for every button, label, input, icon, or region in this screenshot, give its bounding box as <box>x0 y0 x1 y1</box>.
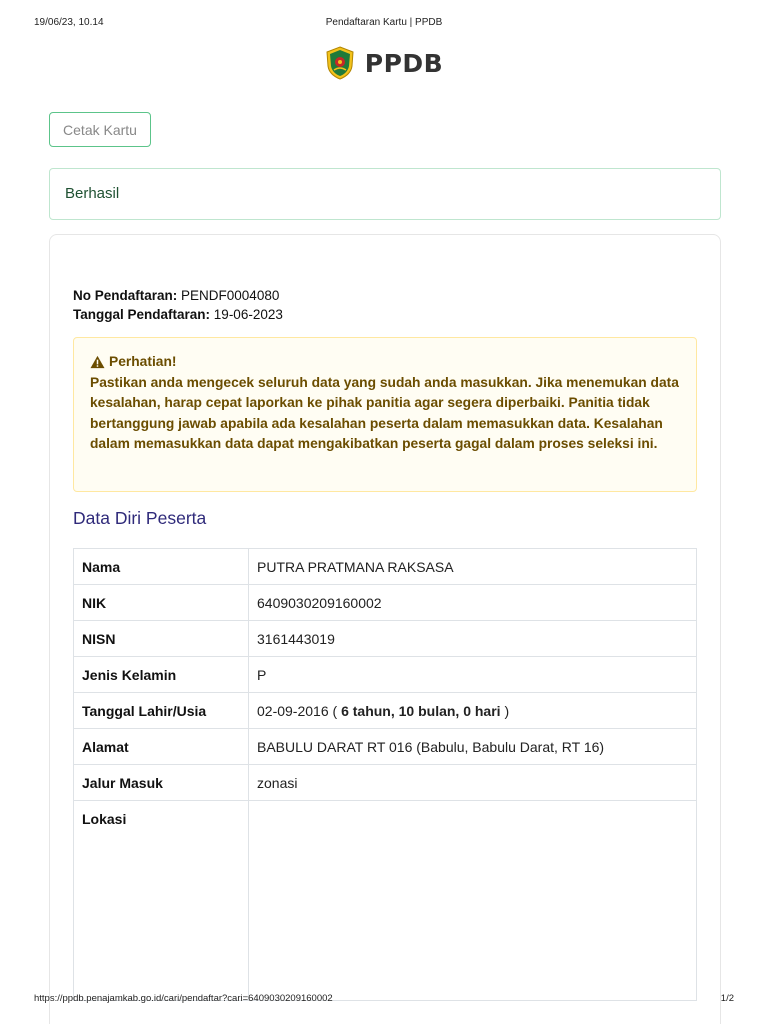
data-diri-table <box>73 548 697 1001</box>
warning-alert <box>73 337 697 492</box>
table-row <box>74 765 697 801</box>
table-row <box>74 585 697 621</box>
nama-label: Nama <box>74 549 249 585</box>
no-pendaftaran-value: PENDF0004080 <box>181 288 280 303</box>
cetak-kartu-button[interactable]: Cetak Kartu <box>49 112 151 147</box>
nik-value: 6409030209160002 <box>249 585 697 621</box>
print-page-number: 1/2 <box>720 993 734 1004</box>
jenis-kelamin-value: P <box>249 657 697 693</box>
tanggal-pendaftaran-row <box>73 305 283 324</box>
table-row <box>74 621 697 657</box>
warning-title: Perhatian! <box>109 354 177 369</box>
tanggal-pendaftaran-value: 19-06-2023 <box>213 307 283 322</box>
table-row <box>74 729 697 765</box>
success-alert: Berhasil <box>49 168 721 220</box>
print-title: Pendaftaran Kartu | PPDB <box>325 17 443 28</box>
warning-heading <box>90 352 680 373</box>
tanggal-lahir-label: Tanggal Lahir/Usia <box>74 693 249 729</box>
no-pendaftaran-row <box>73 286 283 305</box>
section-title: Data Diri Peserta <box>73 508 207 528</box>
lokasi-value <box>249 801 697 1001</box>
jenis-kelamin-label: Jenis Kelamin <box>74 657 249 693</box>
tanggal-lahir-value: 02-09-2016 ( 6 tahun, 10 bulan, 0 hari ) <box>249 693 697 729</box>
tanggal-pendaftaran-label: Tanggal Pendaftaran: <box>73 307 211 322</box>
jalur-masuk-label: Jalur Masuk <box>74 765 249 801</box>
usia-value: 6 tahun, 10 bulan, 0 hari <box>341 702 501 719</box>
table-row <box>74 693 697 729</box>
nik-label: NIK <box>74 585 249 621</box>
alamat-label: Alamat <box>74 729 249 765</box>
table-row <box>74 801 697 1001</box>
lokasi-label: Lokasi <box>74 801 249 1001</box>
nisn-label: NISN <box>74 621 249 657</box>
warning-message: Pastikan anda mengecek seluruh data yang sudah anda masukkan. Jika menemukan data kesalahan, harap cepat laporkan ke pihak panitia agar segera diperbaiki. Panitia tidak bertanggung jawab apabila ada kesalahan peserta dalam memasukkan data. Kesalahan dalam memasukkan data dapat mengakibatkan peserta gagal dalam proses seleksi ini. <box>90 374 679 451</box>
brand <box>0 46 768 80</box>
jalur-masuk-value: zonasi <box>249 765 697 801</box>
brand-name: PPDB <box>364 48 444 78</box>
warning-triangle-icon <box>90 355 105 369</box>
table-row <box>74 657 697 693</box>
print-footer <box>0 993 768 1007</box>
table-row <box>74 549 697 585</box>
no-pendaftaran-label: No Pendaftaran: <box>73 288 178 303</box>
tanggal-lahir-date: 02-09-2016 <box>257 702 329 719</box>
registration-info <box>73 286 283 324</box>
print-header <box>0 17 768 31</box>
print-date: 19/06/23, 10.14 <box>34 17 104 28</box>
shield-emblem-icon <box>325 46 355 80</box>
nama-value: PUTRA PRATMANA RAKSASA <box>249 549 697 585</box>
nisn-value: 3161443019 <box>249 621 697 657</box>
print-url: https://ppdb.penajamkab.go.id/cari/pendaftar?cari=6409030209160002 <box>34 993 333 1004</box>
alamat-value: BABULU DARAT RT 016 (Babulu, Babulu Darat, RT 16) <box>249 729 697 765</box>
